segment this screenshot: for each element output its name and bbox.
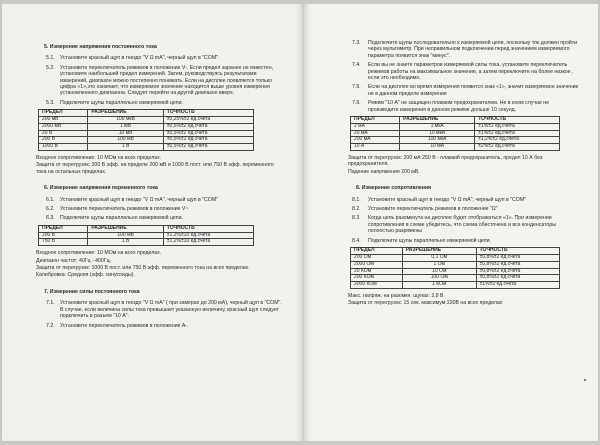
right-page bbox=[304, 4, 598, 441]
section-6-title: 6. Измерение напряжения переменного тока bbox=[44, 185, 158, 192]
step-8-2: 8.2. Установите переключатель режимов в положение "Ω" bbox=[352, 206, 498, 213]
table-row: 2000 мВ 1 мВ ±0,5%±2 ед.счета bbox=[39, 123, 254, 130]
step-6-1: 6.1. Установите красный щуп в гнездо "V Ω mA", черный щуп в "COM" bbox=[46, 196, 218, 203]
header-accuracy: ТОЧНОСТЬ bbox=[163, 225, 253, 232]
dc-voltage-table bbox=[38, 109, 254, 151]
section-8-title: 8. Измерение сопротивления bbox=[356, 185, 432, 192]
note-frequency-range: Диапазон частот: 40Гц - 400Гц. bbox=[36, 257, 112, 264]
step-6-2: 6.2. Установите переключатель режимов в положение V~ bbox=[46, 206, 189, 213]
header-accuracy: ТОЧНОСТЬ bbox=[163, 110, 253, 117]
note-open-circuit-voltage: Макс. напряж. на разомкн. щупах: 2,8 В bbox=[348, 292, 444, 299]
step-7-4: 7.4. Если вы не знаете параметров измеряемой силы тока, установите переключатель режимов работы на максимальное значение, а затем переключите на более низкое , если это необходимо. bbox=[352, 62, 574, 82]
note-calibration: Калибровка: Средняя (эфф. синусоиды). bbox=[36, 272, 135, 279]
header-resolution: РАЗРЕШЕНИЕ bbox=[402, 248, 476, 255]
table-header-row bbox=[39, 110, 254, 117]
step-8-1: 8.1. Установите красный щуп в гнездо "V Ω mA", черный щуп в "COM" bbox=[352, 196, 526, 203]
resistance-table bbox=[350, 247, 560, 289]
table-row: 200 Ом 0,1 Ом ±0,8%±2 ед.счета bbox=[351, 254, 560, 261]
header-resolution: РАЗРЕШЕНИЕ bbox=[400, 117, 475, 124]
note-overload: Защита от перегрузок: 15 сек. максимум 220В на всех пределах bbox=[348, 300, 503, 307]
step-6-3: 6.3. Подключите щупы параллельно измеряемой цепи. bbox=[46, 215, 183, 222]
section-7-title: 7. Измерение силы постоянного тока bbox=[44, 288, 140, 295]
table-row: 2 мА 1 мкА ±1%±2 ед.счета bbox=[351, 123, 560, 130]
table-header-row bbox=[39, 225, 254, 232]
note-voltage-drop: Падение напряжения 200 мВ. bbox=[348, 168, 420, 175]
left-column bbox=[36, 40, 284, 332]
section-5-title: 5. Измерение напряжения постоянного тока bbox=[44, 44, 157, 50]
table-header-row bbox=[351, 117, 560, 124]
ac-voltage-table bbox=[38, 225, 254, 246]
header-limit: ПРЕДЕЛ bbox=[351, 117, 400, 124]
table-row: 1000 В 1 В ±0,5%±2 ед.счета bbox=[39, 144, 254, 151]
step-5-2: 5.2. Установите переключатель режимов в положение V-. Если предел заранее не известен, установите наибольший предел измерений. Затем, руководствуясь результатами измерений, диапазон можно постепенно понижать. Если на дисплее появляется только цифра «1»,это означает, что измеряемое значение находится выше уровня измерения установленного диапазона. Следует перейти на другой диапазон вверх. bbox=[46, 64, 273, 97]
table-row: 20 мА 10 мкА ±1%±2 ед.счета bbox=[351, 130, 560, 137]
step-7-3: 7.3. Подключите щупы последовательно к измеряемой цепи, поскольку ток должен пройти через мультиметр. При неправильном подключении перед значением измеряемого параметра появится знак "минус". bbox=[352, 40, 577, 59]
header-resolution: РАЗРЕШЕНИЕ bbox=[88, 110, 163, 117]
step-7-6: 7.6. Режим "10 А" не защищен плавким предохранителем. Не в коем случае не производите измерения в данном режиме дольше 10 секунд. bbox=[352, 100, 549, 113]
table-row: 200 В 100 мВ ±1,2%±10 ед.счета bbox=[39, 232, 254, 239]
note-input-resistance: Входное сопротивление: 10 МОм на всех пределах. bbox=[36, 155, 162, 162]
header-accuracy: ТОЧНОСТЬ bbox=[475, 117, 560, 124]
table-row: 10 А 10 мА ±2%±2 ед.счета bbox=[351, 144, 560, 151]
note-overload: Защита от перегрузок: 200 В эфф. на пределе 200 мВ и 1000 В пост. или 750 В эфф. переменного тока на остальных пределах. bbox=[36, 162, 274, 175]
header-accuracy: ТОЧНОСТЬ bbox=[476, 248, 559, 255]
note-overload: Защита от перегрузок: 1000 В пост. или 750 В эфф. переменного тока на всех пределах. bbox=[36, 265, 250, 272]
header-limit: ПРЕДЕЛ bbox=[351, 248, 403, 255]
table-row: 2000 КОм 1 КОм ±1%±2 ед.счета bbox=[351, 282, 560, 289]
step-5-1: 5.1. Установите красный щуп в гнездо "V Ω mA", черный щуп в "COM" bbox=[46, 55, 218, 62]
page-speck bbox=[584, 379, 586, 381]
step-7-1: 7.1. Установите красный щуп в гнездо "V Ω mA" ( при замерах до 200 мА), черный щуп в "COM". В случае, если величина силы тока превышает указанную величину, красный щуп следует подключить в разъем "10 A". bbox=[46, 300, 282, 320]
table-row: 200 мВ 100 мкВ ±0,25%±2 ед.счета bbox=[39, 117, 254, 124]
table-row: 2000 Ом 1 Ом ±0,8%±2 ед.счета bbox=[351, 261, 560, 268]
table-row: 200 КОм 100 Ом ±0,8%±2 ед.счета bbox=[351, 275, 560, 282]
table-row: 200 В 100 мВ ±0,5%±2 ед.счета bbox=[39, 137, 254, 144]
note-input-resistance: Входное сопротивление: 10 МОм на всех пределах. bbox=[36, 250, 162, 257]
header-limit: ПРЕДЕЛ bbox=[39, 110, 88, 117]
header-resolution: РАЗРЕШЕНИЕ bbox=[88, 225, 163, 232]
step-5-3: 5.3. Подключите щупы параллельно измеряемой цепи. bbox=[46, 99, 183, 106]
table-row: 20 КОм 10 Ом ±0,8%±2 ед.счета bbox=[351, 268, 560, 275]
right-column bbox=[348, 37, 580, 308]
table-row: 750 В 1 В ±1,2%±10 ед.счета bbox=[39, 239, 254, 246]
table-row: 200 мА 100 мкА ±1,2%±2 ед.счета bbox=[351, 137, 560, 144]
step-7-5: 7.5. Если на дисплее во время измерения появится знак «1», значит измеряемое значение не в данном пределе измерения bbox=[352, 84, 579, 97]
table-header-row bbox=[351, 248, 560, 255]
note-overload: Защита от перегрузок: 200 мА 250 В - плавкий предохранитель, предел 10 А без предохранителя. bbox=[348, 155, 543, 168]
dc-current-table bbox=[350, 116, 560, 151]
step-7-2: 7.2. Установите переключатель режимов в положение A-. bbox=[46, 322, 189, 329]
table-row: 20 В 10 мВ ±0,5%±2 ед.счета bbox=[39, 130, 254, 137]
left-page bbox=[2, 4, 303, 441]
step-8-3: 8.3. Когда цепь разомкнута на дисплее будет отображаться «1». При измерении сопротивления в схеме убедитесь, что схема обесточена и все конденсаторы полностью разряжены bbox=[352, 215, 556, 235]
header-limit: ПРЕДЕЛ bbox=[39, 225, 88, 232]
step-8-4: 8.4. Подключите щупы параллельно измеряемой цепи. bbox=[352, 237, 491, 244]
